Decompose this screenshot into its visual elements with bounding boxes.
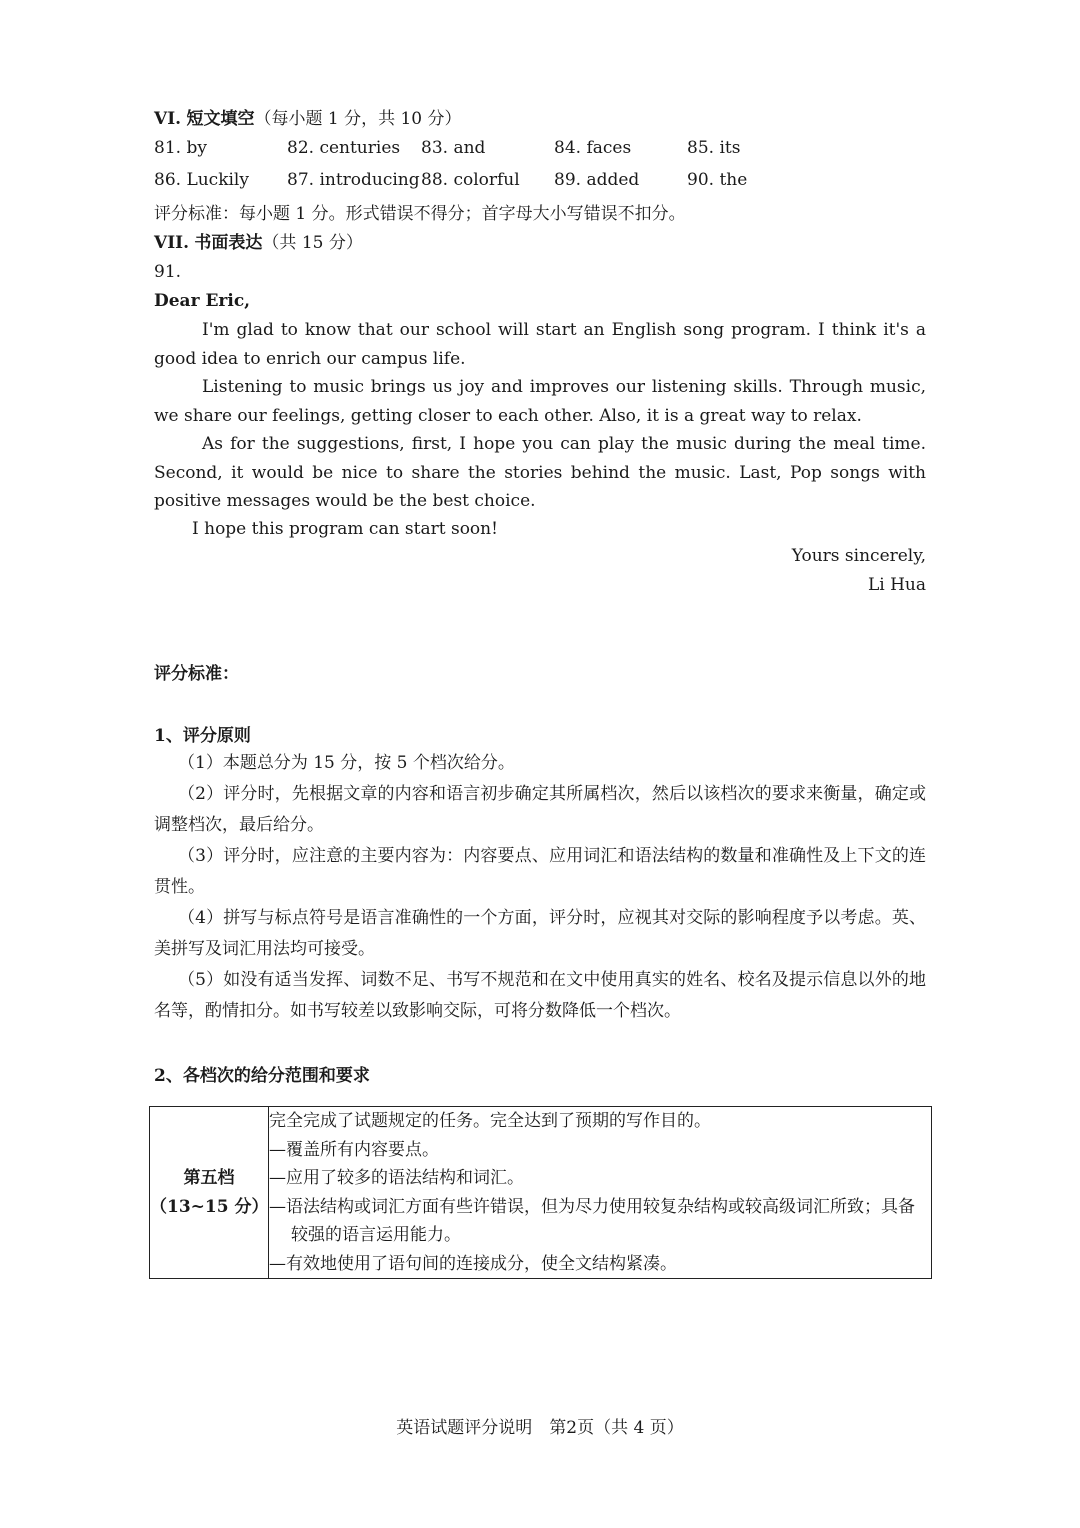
answer-87: 87. introducing [287, 170, 420, 190]
answer-89: 89. added [554, 170, 640, 190]
level-name: 第五档 [183, 1168, 235, 1188]
section-7-heading [154, 228, 363, 253]
letter-paragraph-4: I hope this program can start soon! [192, 519, 498, 539]
table-row [150, 1107, 932, 1279]
scoring-title: 评分标准： [154, 664, 239, 684]
level-requirement: —覆盖所有内容要点。 [269, 1139, 439, 1160]
answer-88: 88. colorful [421, 170, 520, 190]
answer-82: 82. centuries [287, 138, 401, 158]
section-6-criteria: 评分标准：每小题 1 分。形式错误不得分；首字母大小写错误不扣分。 [154, 204, 686, 224]
level-requirement: 完全完成了试题规定的任务。完全达到了预期的写作目的。 [269, 1111, 711, 1131]
letter-salutation: Dear Eric, [154, 291, 251, 311]
principle-2: （2）评分时，先根据文章的内容和语言初步确定其所属档次，然后以该档次的要求来衡量，确定或调整档次，最后给分。 [154, 784, 926, 835]
letter-paragraph-3: As for the suggestions, first, I hope you can play the music during the meal time. Second, it would be nice to share the stories behind the music. Last, Pop songs with positive messages would be the best choice. [154, 434, 926, 511]
section-6-number: VI. [154, 109, 182, 129]
levels-title: 2、各档次的给分范围和要求 [154, 1066, 370, 1086]
principles-title: 1、评分原则 [154, 726, 251, 746]
section-6-title: 短文填空 [186, 109, 255, 129]
levels-table [149, 1106, 932, 1279]
level-label-cell [150, 1107, 269, 1279]
answer-86: 86. Luckily [154, 170, 249, 190]
principle-5: （5）如没有适当发挥、词数不足、书写不规范和在文中使用真实的姓名、校名及提示信息以外的地名等，酌情扣分。如书写较差以致影响交际，可将分数降低一个档次。 [154, 970, 926, 1021]
level-description-cell [269, 1107, 932, 1279]
section-7-number: VII. [154, 233, 190, 253]
level-range: （13~15 分） [150, 1196, 269, 1217]
letter-signature: Li Hua [867, 575, 926, 595]
level-requirement: —有效地使用了语句间的连接成分，使全文结构紧凑。 [269, 1253, 677, 1274]
principle-4: （4）拼写与标点符号是语言准确性的一个方面，评分时，应视其对交际的影响程度予以考虑。英、美拼写及词汇用法均可接受。 [154, 908, 926, 959]
answer-84: 84. faces [554, 138, 632, 158]
answer-90: 90. the [687, 170, 748, 190]
section-6-heading [154, 104, 462, 129]
page-footer: 英语试题评分说明 第2页（共 4 页） [396, 1418, 684, 1438]
section-7-note: （共 15 分） [262, 233, 363, 253]
section-6-note: （每小题 1 分，共 10 分） [254, 109, 462, 129]
level-requirement: —应用了较多的语法结构和词汇。 [269, 1168, 524, 1188]
principles-list [154, 748, 926, 1027]
answer-81: 81. by [154, 138, 207, 158]
level-requirement: —语法结构或词汇方面有些许错误，但为尽力使用较复杂结构或较高级词汇所致；具备较强的语言运用能力。 [269, 1196, 915, 1245]
letter-closing: Yours sincerely, [791, 546, 926, 566]
question-number-91: 91. [154, 262, 182, 282]
answer-83: 83. and [421, 138, 486, 158]
answer-85: 85. its [687, 138, 741, 158]
letter-paragraph-2: Listening to music brings us joy and improves our listening skills. Through music, we share our feelings, getting closer to each other. Also, it is a great way to relax. [154, 377, 926, 426]
section-7-title: 书面表达 [194, 233, 263, 253]
principle-1: （1）本题总分为 15 分，按 5 个档次给分。 [178, 753, 515, 773]
principle-3: （3）评分时，应注意的主要内容为：内容要点、应用词汇和语法结构的数量和准确性及上下文的连贯性。 [154, 846, 926, 897]
letter-paragraph-1: I'm glad to know that our school will start an English song program. I think it's a good idea to enrich our campus life. [154, 320, 926, 369]
